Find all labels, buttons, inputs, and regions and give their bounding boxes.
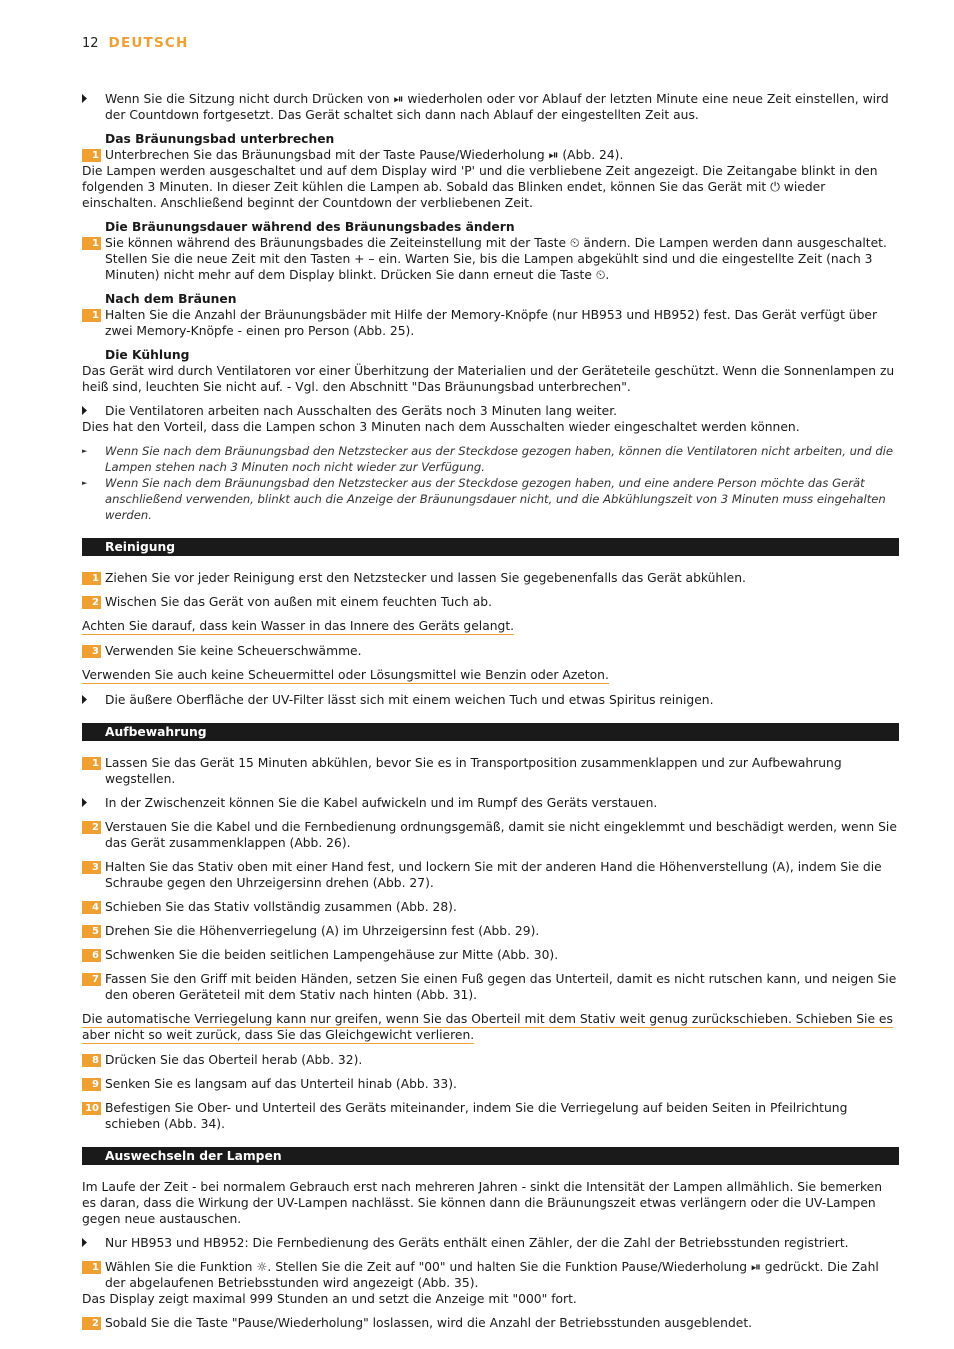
step-text: Ziehen Sie vor jeder Reinigung erst den Netzstecker und lassen Sie gegebenenfalls das Gerät abkühlen. (105, 571, 746, 585)
step-text: Fassen Sie den Griff mit beiden Händen, setzen Sie einen Fuß gegen das Unterteil, damit es nicht rutschen kann, und neigen Sie den oberen Geräteteil mit dem Stativ nach hinten (Abb. 31). (105, 972, 897, 1002)
step-item (82, 819, 899, 851)
subheading: Nach dem Bräunen (105, 292, 237, 306)
step-number-badge: 2 (82, 596, 101, 609)
step-text: Lassen Sie das Gerät 15 Minuten abkühlen, bevor Sie es in Transportposition zusammenklappen und zur Aufbewahrung wegstellen. (105, 756, 842, 786)
bullet-item (82, 795, 899, 811)
bullet-item (82, 403, 899, 419)
bullet-icon (82, 94, 87, 103)
step-text: Verstauen Sie die Kabel und die Fernbedienung ordnungsgemäß, damit sie nicht eingeklemmt und beschädigt werden, wenn Sie das Gerät zusammenklappen (Abb. 26). (105, 820, 897, 850)
step-text: Sie können während des Bräunungsbades die Zeiteinstellung mit der Taste ⏲ ändern. Die Lampen werden dann ausgeschaltet. Stellen Sie die neue Zeit mit den Tasten + – ein. Warten Sie, bis die Lampen abgekühlt sind und die eingestellte Zeit (nach 3 Minuten) nicht mehr auf dem Display blinkt. Drücken Sie dann erneut die Taste ⏲. (105, 236, 887, 282)
step-item (82, 1052, 899, 1068)
document-body (82, 91, 899, 1339)
warning-text: Achten Sie darauf, dass kein Wasser in das Innere des Geräts gelangt. (82, 619, 515, 633)
step-number-badge: 1 (82, 572, 101, 585)
step-item (82, 971, 899, 1003)
step-number-badge: 5 (82, 925, 101, 938)
section-heading: Aufbewahrung (82, 723, 899, 741)
step-item (82, 947, 899, 963)
bullet-icon (82, 1238, 87, 1247)
step-text: Schwenken Sie die beiden seitlichen Lampengehäuse zur Mitte (Abb. 30). (105, 948, 559, 962)
page-header (82, 35, 188, 51)
bullet-text: Die Ventilatoren arbeiten nach Ausschalten des Geräts noch 3 Minuten lang weiter. (105, 404, 618, 418)
step-text: Drücken Sie das Oberteil herab (Abb. 32). (105, 1053, 363, 1067)
step-text: Befestigen Sie Ober- und Unterteil des Geräts miteinander, indem Sie die Verriegelung auf beiden Seiten in Pfeilrichtung schieben (Abb. 34). (105, 1101, 848, 1131)
step-text: Sobald Sie die Taste "Pause/Wiederholung" loslassen, wird die Anzahl der Betriebsstunden ausgeblendet. (105, 1316, 753, 1330)
subheading: Die Kühlung (105, 348, 190, 362)
step-number-badge: 1 (82, 1261, 101, 1274)
step-number-badge: 3 (82, 645, 101, 658)
step-text: Schieben Sie das Stativ vollständig zusammen (Abb. 28). (105, 900, 457, 914)
step-number-badge: 1 (82, 149, 101, 162)
bullet-item (82, 91, 899, 123)
step-item (82, 1100, 899, 1132)
note-arrow-icon: ► (82, 447, 88, 455)
step-text: Halten Sie die Anzahl der Bräunungsbäder mit Hilfe der Memory-Knöpfe (nur HB953 und HB952) fest. Das Gerät verfügt über zwei Memory-Knöpfe - einen pro Person (Abb. 25). (105, 308, 878, 338)
step-number-badge: 6 (82, 949, 101, 962)
bullet-icon (82, 798, 87, 807)
section-heading: Auswechseln der Lampen (82, 1147, 899, 1165)
step-text: Unterbrechen Sie das Bräunungsbad mit der Taste Pause/Wiederholung ⏯ (Abb. 24). (105, 148, 624, 162)
note-arrow-icon: ► (82, 479, 88, 487)
step-item (82, 1315, 899, 1331)
warning-text: Die automatische Verriegelung kann nur greifen, wenn Sie das Oberteil mit dem Stativ weit genug zurückschieben. Schieben Sie es aber nicht so weit zurück, dass Sie das Gleichgewicht verlieren. (82, 1012, 893, 1042)
step-text: Halten Sie das Stativ oben mit einer Hand fest, und lockern Sie mit der anderen Hand die Höhenverstellung (A), indem Sie die Schraube gegen den Uhrzeigersinn drehen (Abb. 27). (105, 860, 882, 890)
bullet-text: Wenn Sie die Sitzung nicht durch Drücken von ⏯ wiederholen oder vor Ablauf der letzten Minute eine neue Zeit einstellen, wird der Countdown fortgesetzt. Das Gerät schaltet sich dann nach Ablauf der eingestellten Zeit aus. (105, 92, 889, 122)
note-item (82, 475, 899, 523)
paragraph: Das Display zeigt maximal 999 Stunden an und setzt die Anzeige mit "000" fort. (82, 1292, 577, 1306)
subheading: Die Bräunungsdauer während des Bräunungsbades ändern (105, 220, 515, 234)
note-item (82, 443, 899, 475)
step-item (82, 147, 899, 163)
bullet-item (82, 1235, 899, 1251)
step-text: Wählen Sie die Funktion ☼. Stellen Sie die Zeit auf "00" und halten Sie die Funktion Pause/Wiederholung ⏯ gedrückt. Die Zahl der abgelaufenen Betriebsstunden wird angezeigt (Abb. 35). (105, 1260, 879, 1290)
bullet-text: Nur HB953 und HB952: Die Fernbedienung des Geräts enthält einen Zähler, der die Zahl der Betriebsstunden registriert. (105, 1236, 849, 1250)
step-item (82, 1259, 899, 1291)
warning-block (82, 618, 899, 634)
step-item (82, 859, 899, 891)
step-item (82, 755, 899, 787)
warning-block (82, 667, 899, 683)
step-number-badge: 2 (82, 1317, 101, 1330)
paragraph: Das Gerät wird durch Ventilatoren vor einer Überhitzung der Materialien und der Geräteteile geschützt. Wenn die Sonnenlampen zu heiß sind, leuchten Sie nicht auf. - Vgl. den Abschnitt "Das Bräunungsbad unterbrechen". (82, 364, 895, 394)
step-number-badge: 2 (82, 821, 101, 834)
page-number: 12 (82, 36, 99, 51)
bullet-icon (82, 406, 87, 415)
step-number-badge: 1 (82, 757, 101, 770)
step-text: Senken Sie es langsam auf das Unterteil hinab (Abb. 33). (105, 1077, 457, 1091)
note-text: Wenn Sie nach dem Bräunungsbad den Netzstecker aus der Steckdose gezogen haben, können die Ventilatoren nicht arbeiten, und die Lampen stehen nach 3 Minuten noch nicht wieder zur Verfügung. (105, 444, 894, 474)
step-number-badge: 1 (82, 237, 101, 250)
step-number-badge: 1 (82, 309, 101, 322)
language-label: DEUTSCH (108, 35, 189, 51)
bullet-text: Die äußere Oberfläche der UV-Filter lässt sich mit einem weichen Tuch und etwas Spiritus reinigen. (105, 693, 714, 707)
warning-text: Verwenden Sie auch keine Scheuermittel oder Lösungsmittel wie Benzin oder Azeton. (82, 668, 609, 682)
step-item (82, 235, 899, 283)
bullet-icon (82, 695, 87, 704)
step-item (82, 594, 899, 610)
bullet-item (82, 692, 899, 708)
step-text: Wischen Sie das Gerät von außen mit einem feuchten Tuch ab. (105, 595, 492, 609)
step-number-badge: 4 (82, 901, 101, 914)
step-item (82, 923, 899, 939)
paragraph: Die Lampen werden ausgeschaltet und auf dem Display wird 'P' und die verbliebene Zeit angezeigt. Die Zeitangabe blinkt in den folgenden 3 Minuten. In dieser Zeit kühlen die Lampen ab. Sobald das Blinken endet, können Sie das Gerät mit ⏻ wieder einschalten. Anschließend beginnt der Countdown der verbliebenen Zeit. (82, 164, 878, 210)
step-text: Drehen Sie die Höhenverriegelung (A) im Uhrzeigersinn fest (Abb. 29). (105, 924, 540, 938)
subheading: Das Bräunungsbad unterbrechen (105, 132, 335, 146)
step-number-badge: 3 (82, 861, 101, 874)
paragraph: Im Laufe der Zeit - bei normalem Gebrauch erst nach mehreren Jahren - sinkt die Intensität der Lampen allmählich. Sie bemerken es daran, dass die Wirkung der UV-Lampen nachlässt. Sie können dann die Bräunungszeit etwas verlängern oder die UV-Lampen gegen neue austauschen. (82, 1180, 882, 1226)
step-number-badge: 7 (82, 973, 101, 986)
step-text: Verwenden Sie keine Scheuerschwämme. (105, 644, 362, 658)
step-item (82, 307, 899, 339)
warning-block (82, 1011, 899, 1043)
note-text: Wenn Sie nach dem Bräunungsbad den Netzstecker aus der Steckdose gezogen haben, und eine andere Person möchte das Gerät anschließend verwenden, blinkt auch die Anzeige der Bräunungsdauer nicht, und die Abkühlungszeit von 3 Minuten muss eingehalten werden. (105, 476, 886, 522)
step-item (82, 570, 899, 586)
step-item (82, 1076, 899, 1092)
step-number-badge: 9 (82, 1078, 101, 1091)
paragraph: Dies hat den Vorteil, dass die Lampen schon 3 Minuten nach dem Ausschalten wieder eingeschaltet werden können. (82, 420, 800, 434)
step-number-badge: 10 (82, 1102, 101, 1115)
step-number-badge: 8 (82, 1054, 101, 1067)
step-item (82, 899, 899, 915)
section-heading: Reinigung (82, 538, 899, 556)
bullet-text: In der Zwischenzeit können Sie die Kabel aufwickeln und im Rumpf des Geräts verstauen. (105, 796, 658, 810)
step-item (82, 643, 899, 659)
